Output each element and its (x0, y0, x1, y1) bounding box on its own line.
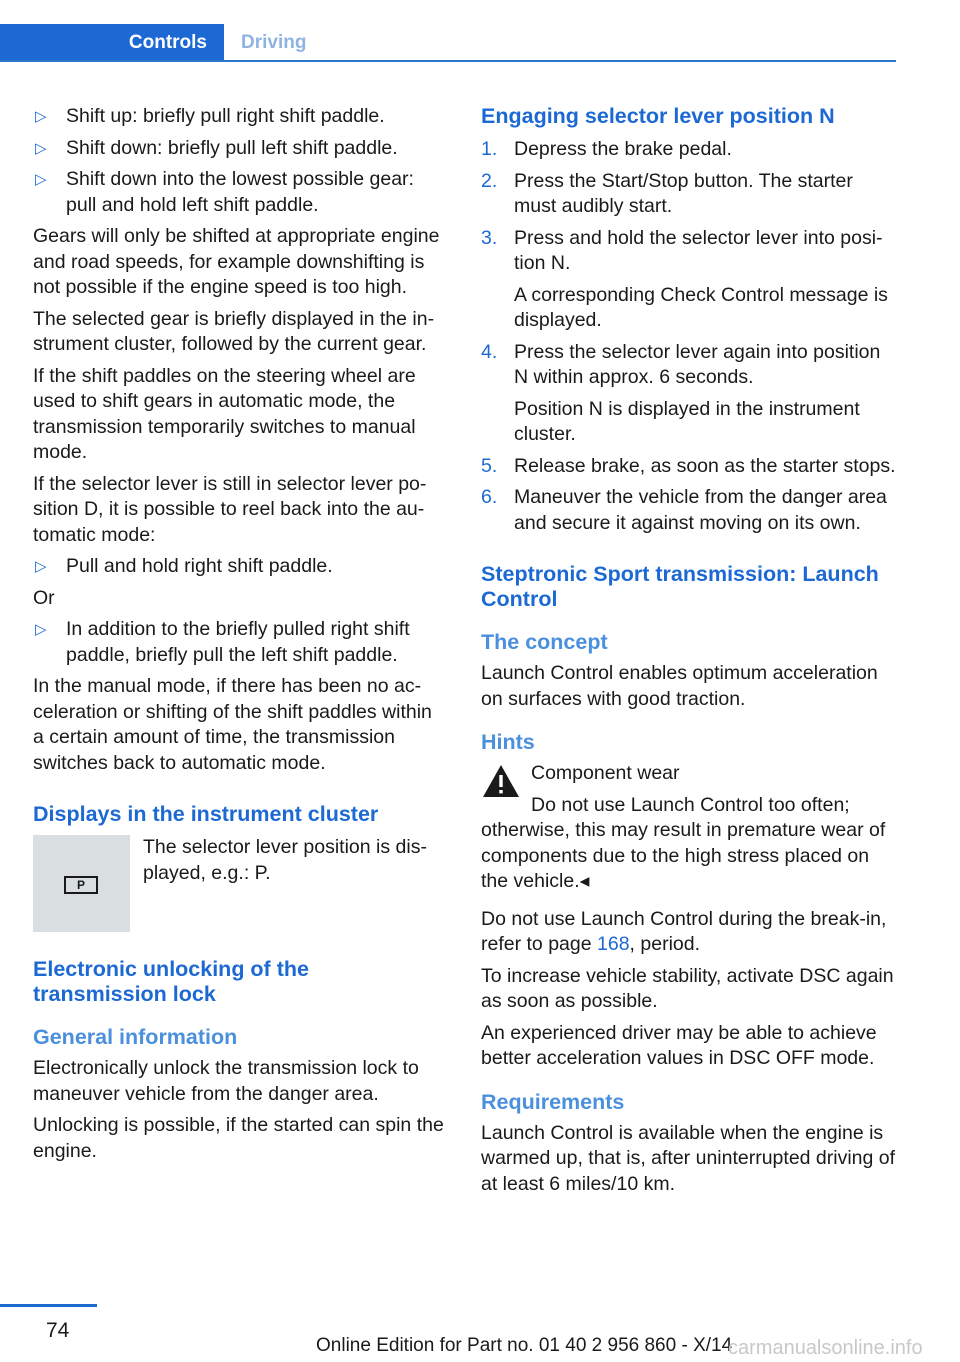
heading-hints: Hints (481, 730, 535, 754)
list-item: ▷ Shift down into the lowest possible gear: pull and hold left shift paddle. (35, 168, 414, 216)
warning-note (481, 761, 896, 895)
header-bar (0, 24, 896, 62)
footer-rule (0, 1304, 97, 1307)
list-item: 3. Press and hold the selector lever into position N. A corresponding Check Control message is displayed. (481, 226, 888, 331)
triangle-right-icon: ▷ (35, 139, 47, 157)
header-rule (0, 60, 896, 62)
paragraph: Electronically unlock the transmission lock to maneuver vehicle from the danger area. (33, 1057, 419, 1105)
reel-back-list (33, 554, 448, 580)
reel-back-list-alt (33, 617, 448, 668)
triangle-right-icon: ▷ (35, 621, 47, 638)
paragraph: In the manual mode, if there has been no acceleration or shifting of the shift paddles within a certain amount of time, the transmission switches back to automatic mode. (33, 675, 432, 774)
paragraph: Launch Control is available when the engine is warmed up, that is, after uninterrupted driving of at least 6 miles/10 km. (481, 1121, 896, 1195)
tab-driving[interactable]: Driving (241, 32, 307, 54)
paragraph: To increase vehicle stability, activate DSC again as soon as possible. (481, 964, 894, 1012)
warning-text: otherwise, this may result in premature wear of components due to the high stress placed on the vehicle.◂ (481, 819, 886, 892)
heading-requirements: Requirements (481, 1089, 625, 1114)
heading-engaging-n: Engaging selector lever position N (481, 104, 835, 128)
tab-controls[interactable]: Controls (0, 24, 224, 62)
triangle-right-icon: ▷ (35, 171, 47, 188)
list-item: 5. Release brake, as soon as the starter stops. (481, 454, 896, 477)
paragraph: If the selector lever is still in selector lever position D, it is possible to reel back into the automatic mode: (33, 472, 427, 546)
edition-text: Online Edition for Part no. 01 40 2 956 860 - X/14 (316, 1335, 733, 1356)
paragraph: An experienced driver may be able to achieve better acceleration values in DSC OFF mode. (481, 1021, 877, 1069)
steps-list (481, 137, 896, 536)
triangle-right-icon: ▷ (35, 558, 47, 575)
list-item: ▷ Shift down: briefly pull left shift paddle. (33, 136, 448, 162)
heading-launch-control: Steptronic Sport transmission: Launch Control (481, 562, 879, 611)
heading-unlocking: Electronic unlocking of the transmission lock (33, 957, 309, 1006)
paragraph: Unlocking is possible, if the started can spin the engine. (33, 1114, 444, 1162)
right-column (481, 104, 896, 1203)
paragraph-break-in: Do not use Launch Control during the break-in, refer to page 168, period. (481, 907, 887, 955)
page-reference-link[interactable]: 168 (597, 933, 630, 955)
list-item: 6. Maneuver the vehicle from the danger area and secure it against moving on its own. (481, 486, 887, 534)
gear-p-indicator: P (64, 876, 98, 894)
warning-triangle-icon (481, 763, 521, 799)
list-item: ▷ In addition to the briefly pulled right shift paddle, briefly pull the left shift paddle. (35, 618, 410, 666)
paragraph: Launch Control enables optimum acceleration on surfaces with good traction. (481, 662, 878, 710)
list-item: ▷ Shift up: briefly pull right shift paddle. (33, 104, 448, 130)
warning-line: Do not use Launch Control too often; (531, 793, 850, 816)
heading-concept: The concept (481, 630, 608, 654)
paragraph-or: Or (33, 586, 55, 609)
page-number: 74 (46, 1319, 70, 1342)
list-item: 2. Press the Start/Stop button. The starter must audibly start. (481, 169, 853, 217)
triangle-right-icon: ▷ (35, 108, 47, 125)
warning-title: Component wear (531, 762, 680, 784)
paragraph: Gears will only be shifted at appropriate engine and road speeds, for example downshifting is not possible if the engine speed is too high. (33, 225, 440, 298)
shift-bullet-list (33, 104, 448, 218)
paragraph: If the shift paddles on the steering wheel are used to shift gears in automatic mode, the transmission temporarily switches to manual mode. (33, 364, 416, 463)
heading-general-information: General information (33, 1025, 238, 1049)
watermark: carmanualsonline.info (728, 1337, 923, 1359)
list-item: 1. Depress the brake pedal. (481, 138, 732, 160)
list-item: ▷ Pull and hold right shift paddle. (33, 554, 448, 580)
heading-displays: Displays in the instrument cluster (33, 802, 379, 826)
list-item: 4. Press the selector lever again into position N within approx. 6 seconds. Position N is displayed in the instrument cluster. (481, 340, 881, 445)
display-text: The selector lever position is displayed, e.g.: P. (143, 836, 427, 884)
paragraph: The selected gear is briefly displayed in the instrument cluster, followed by the current gear. (33, 307, 435, 355)
left-column (33, 104, 448, 1170)
instrument-display-image (33, 835, 130, 932)
display-block (33, 835, 448, 931)
